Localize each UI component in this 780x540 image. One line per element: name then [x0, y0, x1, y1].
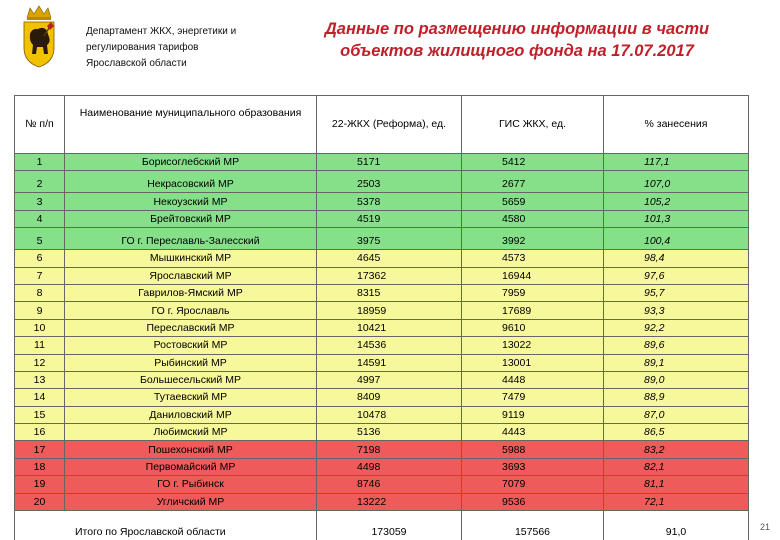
cell-name: ГО г. Ярославль	[65, 302, 317, 319]
cell-name: Борисоглебский МР	[65, 154, 317, 171]
cell-name: Даниловский МР	[65, 406, 317, 423]
cell-name: ГО г. Рыбинск	[65, 476, 317, 493]
table-row	[15, 476, 749, 493]
cell-gis: 4448	[462, 371, 604, 388]
cell-name: Любимский МР	[65, 424, 317, 441]
cell-gis: 7479	[462, 389, 604, 406]
table-row	[15, 302, 749, 319]
total-row	[15, 511, 749, 540]
cell-percent: 93,3	[604, 302, 749, 319]
cell-number: 8	[15, 284, 65, 301]
cell-gis: 4580	[462, 210, 604, 227]
cell-reform: 5171	[317, 154, 462, 171]
cell-gis: 9119	[462, 406, 604, 423]
cell-percent: 107,0	[604, 171, 749, 193]
housing-data-table	[14, 95, 749, 540]
cell-number: 6	[15, 250, 65, 267]
table-row	[15, 210, 749, 227]
department-line: Департамент ЖКХ, энергетики и	[86, 26, 237, 37]
cell-gis: 7079	[462, 476, 604, 493]
table-row	[15, 171, 749, 193]
cell-percent: 72,1	[604, 493, 749, 510]
cell-reform: 7198	[317, 441, 462, 458]
page-title-line: объектов жилищного фонда на 17.07.2017	[340, 42, 694, 60]
cell-reform: 18959	[317, 302, 462, 319]
coat-of-arms-icon	[18, 4, 60, 70]
cell-number: 18	[15, 458, 65, 475]
column-header-name: Наименование муниципального образования	[65, 96, 317, 154]
cell-percent: 95,7	[604, 284, 749, 301]
cell-number: 3	[15, 193, 65, 210]
column-header-percent: % занесения	[604, 96, 749, 154]
cell-name: Некрасовский МР	[65, 171, 317, 193]
cell-name: Мышкинский МР	[65, 250, 317, 267]
cell-gis: 7959	[462, 284, 604, 301]
cell-name: Гаврилов-Ямский МР	[65, 284, 317, 301]
cell-gis: 9610	[462, 319, 604, 336]
cell-reform: 4645	[317, 250, 462, 267]
cell-percent: 83,2	[604, 441, 749, 458]
table-row	[15, 267, 749, 284]
cell-percent: 100,4	[604, 228, 749, 250]
cell-percent: 81,1	[604, 476, 749, 493]
cell-name: Брейтовский МР	[65, 210, 317, 227]
cell-reform: 14591	[317, 354, 462, 371]
cell-reform: 8409	[317, 389, 462, 406]
cell-percent: 87,0	[604, 406, 749, 423]
table-row	[15, 228, 749, 250]
total-percent: 91,0	[604, 511, 749, 540]
cell-gis: 2677	[462, 171, 604, 193]
cell-reform: 3975	[317, 228, 462, 250]
table-header-row	[15, 96, 749, 154]
total-label: Итого по Ярославской области	[15, 511, 317, 540]
cell-name: Переславский МР	[65, 319, 317, 336]
cell-gis: 3693	[462, 458, 604, 475]
total-reform: 173059	[317, 511, 462, 540]
cell-number: 4	[15, 210, 65, 227]
cell-reform: 10421	[317, 319, 462, 336]
cell-reform: 5136	[317, 424, 462, 441]
cell-name: Рыбинский МР	[65, 354, 317, 371]
cell-reform: 10478	[317, 406, 462, 423]
cell-percent: 89,0	[604, 371, 749, 388]
cell-number: 2	[15, 171, 65, 193]
cell-reform: 17362	[317, 267, 462, 284]
cell-percent: 97,6	[604, 267, 749, 284]
table-row	[15, 250, 749, 267]
cell-gis: 16944	[462, 267, 604, 284]
cell-name: Тутаевский МР	[65, 389, 317, 406]
cell-name: Первомайский МР	[65, 458, 317, 475]
cell-reform: 2503	[317, 171, 462, 193]
cell-number: 11	[15, 337, 65, 354]
cell-reform: 4519	[317, 210, 462, 227]
cell-number: 13	[15, 371, 65, 388]
cell-number: 9	[15, 302, 65, 319]
cell-percent: 89,6	[604, 337, 749, 354]
cell-gis: 4573	[462, 250, 604, 267]
page-number: 21	[760, 522, 771, 532]
table-row	[15, 337, 749, 354]
total-gis: 157566	[462, 511, 604, 540]
cell-gis: 4443	[462, 424, 604, 441]
cell-number: 12	[15, 354, 65, 371]
cell-percent: 92,2	[604, 319, 749, 336]
cell-name: Пошехонский МР	[65, 441, 317, 458]
cell-gis: 5988	[462, 441, 604, 458]
table-row	[15, 493, 749, 510]
column-header-number: № п/п	[15, 96, 65, 154]
table-row	[15, 371, 749, 388]
cell-reform: 4498	[317, 458, 462, 475]
cell-reform: 8746	[317, 476, 462, 493]
cell-percent: 105,2	[604, 193, 749, 210]
column-header-reform: 22-ЖКХ (Реформа), ед.	[317, 96, 462, 154]
cell-number: 7	[15, 267, 65, 284]
cell-gis: 5412	[462, 154, 604, 171]
column-header-gis: ГИС ЖКХ, ед.	[462, 96, 604, 154]
table-row	[15, 458, 749, 475]
cell-reform: 5378	[317, 193, 462, 210]
page-title	[282, 18, 752, 62]
cell-percent: 101,3	[604, 210, 749, 227]
cell-number: 19	[15, 476, 65, 493]
department-line: Ярославской области	[86, 58, 187, 69]
cell-name: Большесельский МР	[65, 371, 317, 388]
page-title-line: Данные по размещению информации в части	[324, 20, 710, 38]
cell-gis: 5659	[462, 193, 604, 210]
cell-name: ГО г. Переславль-Залесский	[65, 228, 317, 250]
cell-name: Угличский МР	[65, 493, 317, 510]
cell-percent: 88,9	[604, 389, 749, 406]
cell-gis: 13001	[462, 354, 604, 371]
department-line: регулирования тарифов	[86, 42, 199, 53]
cell-number: 1	[15, 154, 65, 171]
table-row	[15, 354, 749, 371]
cell-percent: 89,1	[604, 354, 749, 371]
cell-name: Ярославский МР	[65, 267, 317, 284]
cell-percent: 98,4	[604, 250, 749, 267]
cell-gis: 13022	[462, 337, 604, 354]
table-row	[15, 389, 749, 406]
cell-reform: 4997	[317, 371, 462, 388]
cell-number: 17	[15, 441, 65, 458]
table-row	[15, 441, 749, 458]
cell-percent: 117,1	[604, 154, 749, 171]
cell-number: 16	[15, 424, 65, 441]
cell-reform: 14536	[317, 337, 462, 354]
cell-gis: 3992	[462, 228, 604, 250]
cell-reform: 8315	[317, 284, 462, 301]
cell-gis: 9536	[462, 493, 604, 510]
cell-name: Некоузский МР	[65, 193, 317, 210]
table-row	[15, 424, 749, 441]
cell-number: 20	[15, 493, 65, 510]
cell-number: 10	[15, 319, 65, 336]
cell-number: 15	[15, 406, 65, 423]
cell-reform: 13222	[317, 493, 462, 510]
cell-percent: 82,1	[604, 458, 749, 475]
table-row	[15, 406, 749, 423]
department-name	[86, 24, 236, 72]
table-row	[15, 319, 749, 336]
cell-gis: 17689	[462, 302, 604, 319]
table-row	[15, 193, 749, 210]
cell-percent: 86,5	[604, 424, 749, 441]
cell-number: 14	[15, 389, 65, 406]
cell-number: 5	[15, 228, 65, 250]
cell-name: Ростовский МР	[65, 337, 317, 354]
table-row	[15, 154, 749, 171]
table-row	[15, 284, 749, 301]
